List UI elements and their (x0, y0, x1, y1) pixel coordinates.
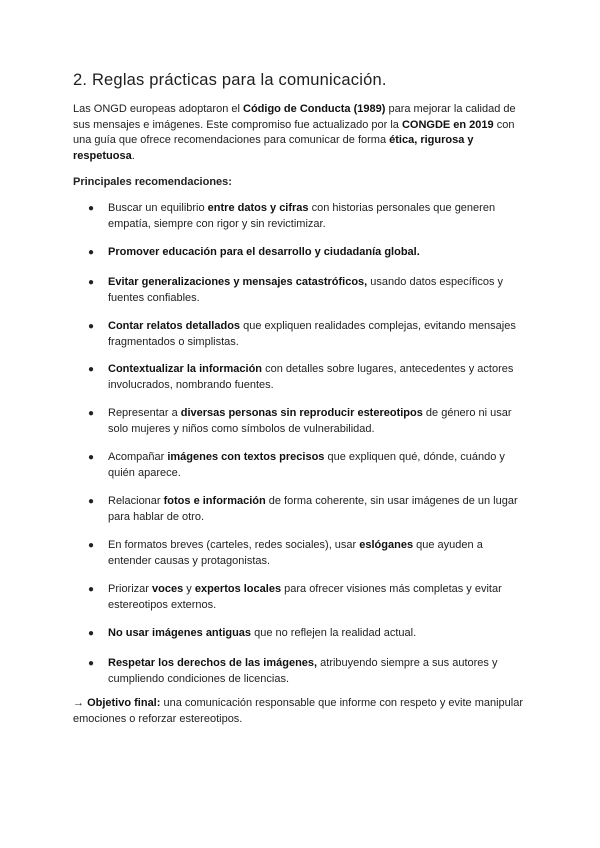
intro-paragraph (73, 102, 523, 164)
item-bold: No usar imágenes antiguas (108, 627, 252, 639)
list-item (88, 626, 520, 642)
item-text: para ofrecer visiones más completas y evitar estereotipos externos. (108, 583, 502, 611)
list-item (88, 656, 520, 687)
final-objective-label: Objetivo final: (87, 697, 161, 709)
bullet-icon: ● (88, 364, 95, 375)
item-bold: diversas personas sin reproducir estereotipos (180, 407, 423, 419)
final-objective (73, 696, 523, 727)
item-bold: entre datos y cifras (207, 202, 309, 214)
item-bold: Respetar los derechos de las imágenes, (108, 657, 318, 669)
list-item (88, 275, 520, 306)
item-text: Relacionar (108, 495, 164, 507)
item-text: En formatos breves (carteles, redes sociales), usar (108, 539, 360, 551)
bullet-icon: ● (88, 452, 95, 463)
final-objective-text: una comunicación responsable que informe con respeto y evite manipular emociones o reforzar estereotipos. (73, 697, 524, 725)
intro-text-4: . (131, 149, 135, 162)
item-text: con historias personales que generen empatía, siempre con rigor y sin revictimizar. (108, 202, 496, 230)
item-bold: imágenes con textos precisos (167, 451, 325, 463)
item-text: de forma coherente, sin usar imágenes de un lugar para hablar de otro. (108, 495, 518, 523)
item-bold: eslóganes (359, 539, 414, 551)
item-text: que no reflejen la realidad actual. (251, 627, 417, 639)
item-bold: Contextualizar la información (108, 363, 263, 375)
list-item (88, 582, 520, 613)
list-item (88, 406, 520, 437)
list-item (88, 319, 520, 350)
item-bold: expertos locales (194, 583, 282, 595)
item-text: Representar a (108, 407, 181, 419)
intro-bold-etica: ética, rigurosa y respetuosa (73, 134, 474, 162)
item-bold: voces (152, 583, 184, 595)
item-text: que expliquen realidades complejas, evitando mensajes fragmentados o simplistas. (108, 320, 516, 348)
item-bold: Promover educación para el desarrollo y ciudadanía global. (108, 246, 420, 258)
item-text: usando datos específicos y fuentes confiables. (108, 276, 503, 304)
intro-text-3: con una guía que ofrece recomendaciones para comunicar de forma (73, 118, 515, 146)
bullet-icon: ● (88, 408, 95, 419)
bullet-icon: ● (88, 628, 95, 639)
item-text: que expliquen qué, dónde, cuándo y quién aparece. (108, 451, 505, 479)
bullet-icon: ● (88, 321, 95, 332)
bullet-icon: ● (88, 277, 95, 288)
intro-text-1: Las ONGD europeas adoptaron el (73, 103, 243, 115)
list-item (88, 494, 520, 525)
list-item (88, 450, 520, 481)
item-text: con detalles sobre lugares, antecedentes y actores involucrados, nombrando fuentes. (108, 363, 514, 391)
item-text: Buscar un equilibrio (108, 202, 208, 214)
item-text: Priorizar (108, 583, 153, 595)
list-item (88, 245, 520, 261)
intro-bold-codigo: Código de Conducta (1989) (243, 103, 386, 115)
list-item (88, 362, 520, 393)
item-text: que ayuden a entender causas y protagonistas. (108, 539, 483, 567)
bullet-icon: ● (88, 584, 95, 595)
item-bold: Contar relatos detallados (108, 320, 241, 332)
item-text: de género ni usar solo mujeres y niños como símbolos de vulnerabilidad. (108, 407, 512, 435)
item-text: Acompañar (108, 451, 168, 463)
bullet-icon: ● (88, 658, 95, 669)
recommendations-subheading: Principales recomendaciones: (73, 176, 232, 188)
bullet-icon: ● (88, 496, 95, 507)
intro-bold-congde: CONGDE en 2019 (401, 118, 494, 131)
arrow-icon: → (73, 697, 88, 709)
bullet-icon: ● (88, 540, 95, 551)
list-item (88, 538, 520, 569)
bullet-icon: ● (88, 203, 95, 214)
list-item (88, 201, 520, 232)
section-heading: 2. Reglas prácticas para la comunicación. (73, 71, 387, 89)
bullet-icon: ● (88, 247, 95, 258)
intro-text-2: para mejorar la calidad de sus mensajes e imágenes. Este compromiso fue actualizado por la (73, 103, 516, 131)
item-text: y (183, 583, 195, 595)
item-bold: Evitar generalizaciones y mensajes catastróficos, (108, 276, 368, 288)
item-bold: fotos e información (163, 495, 266, 507)
item-text: atribuyendo siempre a sus autores y cumpliendo condiciones de licencias. (108, 657, 498, 685)
